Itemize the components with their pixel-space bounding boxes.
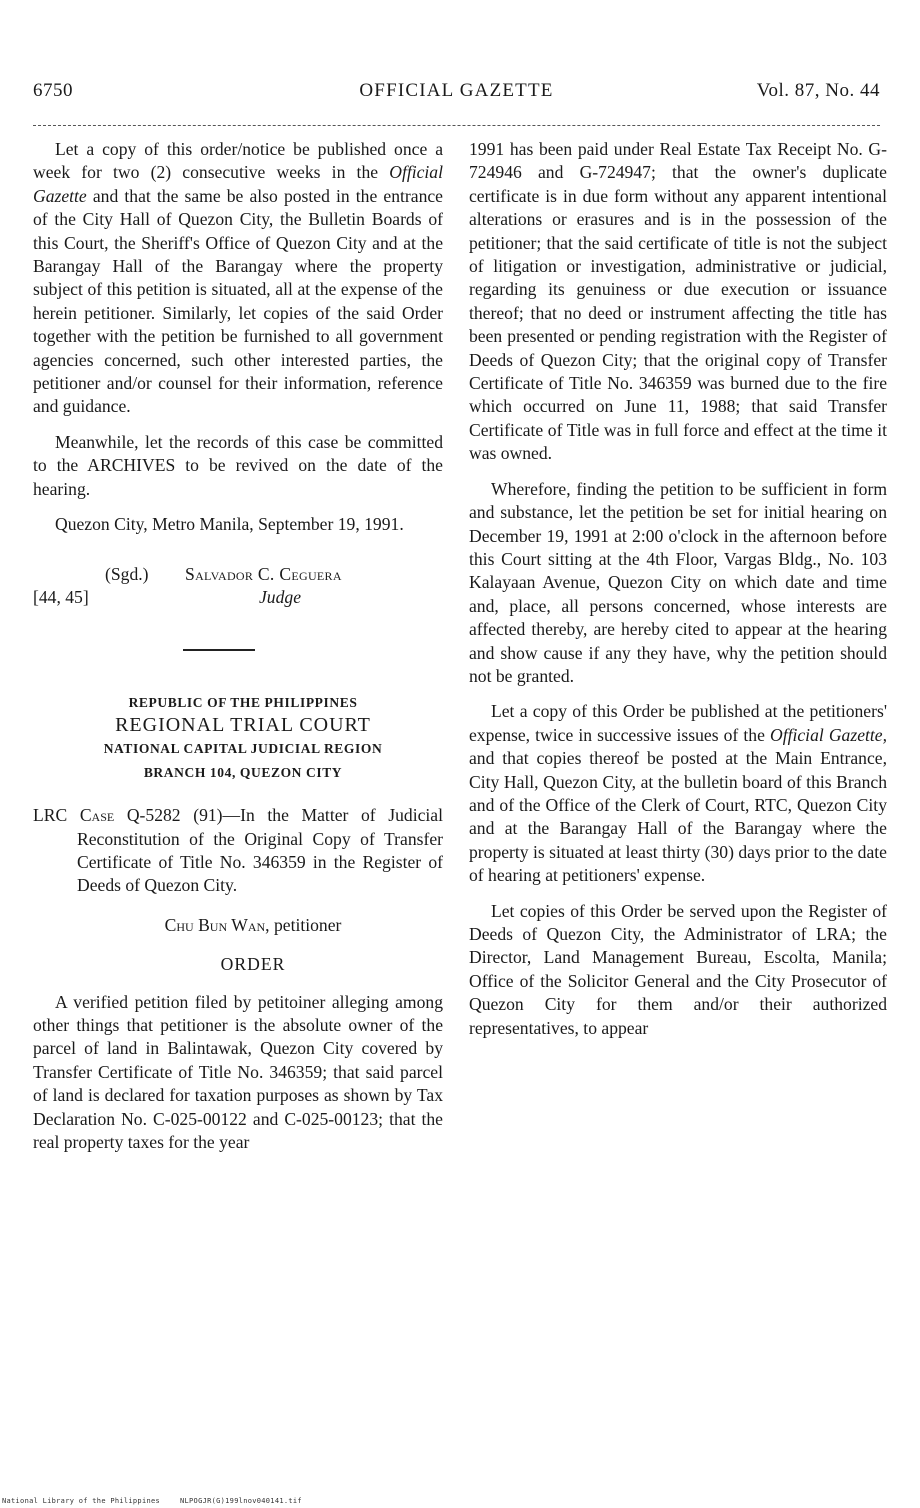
publication-order-paragraph: Let a copy of this order/notice be published once a week for two (2) consecutive weeks in the Official Gazette and that the same be also posted in the entrance of the City Hall of Quezon City, the Bulletin Boards of this Court, the Sheriff's Office of Quezon City and at the Barangay Hall of the Barangay where the property subject of this petition is situated, all at the expense of the herein petitioner. Similarly, let copies of the said Order together with the petition be furnished to all government agencies concerned, such other interested parties, the petitioner and/or counsel for their information, reference and guidance.	[33, 139, 443, 417]
judge-title: Judge	[259, 586, 302, 607]
date-line: Quezon City, Metro Manila, September 19, 1991.	[55, 514, 404, 535]
branch-line: BRANCH 104, QUEZON CITY	[143, 764, 343, 780]
order-heading: ORDER	[220, 954, 286, 975]
section-separator	[183, 649, 255, 651]
right-column	[469, 138, 887, 1052]
publication-paragraph: Let a copy of this Order be published at the petitioners' expense, twice in successive issues of the Official Gazette, and that copies thereof be posted at the Main Entrance, City Hall, Quezon City, at the bulletin board of this Branch and of the Office of the Clerk of Court, RTC, Quezon City and at the Barangay Hall of the Barangay where the property is situated at least thirty (30) days prior to the date of hearing at petitioners' expense.	[469, 701, 887, 886]
service-paragraph: Let copies of this Order be served upon the Register of Deeds of Quezon City, the Administrator of LRA; the Director, Land Management Bureau, Escolta, Manila; Office of the Solicitor General and the City Prosecutor of Quezon City for them and/or their authorized representatives, to appear	[469, 900, 887, 1038]
page-number: 6750	[33, 80, 73, 101]
judge-name: Salvador C. Ceguera	[185, 563, 342, 584]
publication-title: OFFICIAL GAZETTE	[359, 80, 554, 101]
hearing-paragraph: Wherefore, finding the petition to be sufficient in form and substance, let the petition be set for initial hearing on December 19, 1991 at 2:00 o'clock in the afternoon before this Court sitting at the 4th Floor, Vargas Bldg., No. 103 Kalayaan Avenue, Quezon City on which date and time and, place, all persons concerned, whose interests are affected thereby, are hereby cited to appear at the hearing and show cause if any they have, why the petition should not be granted.	[469, 478, 887, 686]
scan-footer	[2, 1497, 302, 1505]
petitioner-line: Chu Bun Wan, petitioner	[164, 914, 342, 935]
volume-number: Vol. 87, No. 44	[756, 80, 880, 101]
petition-summary-paragraph: A verified petition filed by petitoiner alleging among other things that petitioner is the absolute owner of the parcel of land in Balintawak, Quezon City covered by Transfer Certificate of Title No. 346359; that said parcel of land is declared for taxation purposes as shown by Tax Declaration No. C-025-00122 and C-025-00123; that the real property taxes for the year	[33, 991, 443, 1152]
page-header	[33, 80, 880, 106]
issue-reference: [44, 45]	[33, 586, 89, 607]
court-heading	[43, 691, 443, 785]
left-column	[33, 138, 443, 1166]
case-title: LRC Case Q-5282 (91)—In the Matter of Judicial Reconstitution of the Original Copy of Transfer Certificate of Title No. 346359 in the Register of Deeds of Quezon City.	[33, 805, 443, 896]
judicial-region: NATIONAL CAPITAL JUDICIAL REGION	[103, 741, 383, 757]
court-name: REGIONAL TRIAL COURT	[115, 713, 371, 736]
archives-paragraph: Meanwhile, let the records of this case be committed to the ARCHIVES to be revived on the date of the hearing.	[33, 431, 443, 499]
file-name: NLPOGJR(G)199lnov040141.tif	[180, 1497, 302, 1505]
library-credit: National Library of the Philippines	[2, 1497, 161, 1505]
petition-continuation-paragraph: 1991 has been paid under Real Estate Tax Receipt No. G-724946 and G-724947; that the owner's duplicate certificate is in due form without any apparent intentional alterations or erasures and is in the possession of the petitioner; that the said certificate of title is not the subject of litigation or investigation, administrative or judicial, regarding its genuiness or due execution or issuance thereof; that no deed or instrument affecting the title has been presented or pending registration with the Register of Deeds of Quezon City; that the original copy of Transfer Certificate of Title No. 346359 was burned due to the fire which occurred on June 11, 1988; that said Transfer Certificate of Title was in full force and effect at the time it was owned.	[469, 139, 887, 464]
header-rule	[33, 125, 880, 126]
republic-line: REPUBLIC OF THE PHILIPPINES	[128, 694, 358, 710]
judge-signature-block	[33, 563, 443, 615]
signed-mark: (Sgd.)	[105, 563, 149, 584]
